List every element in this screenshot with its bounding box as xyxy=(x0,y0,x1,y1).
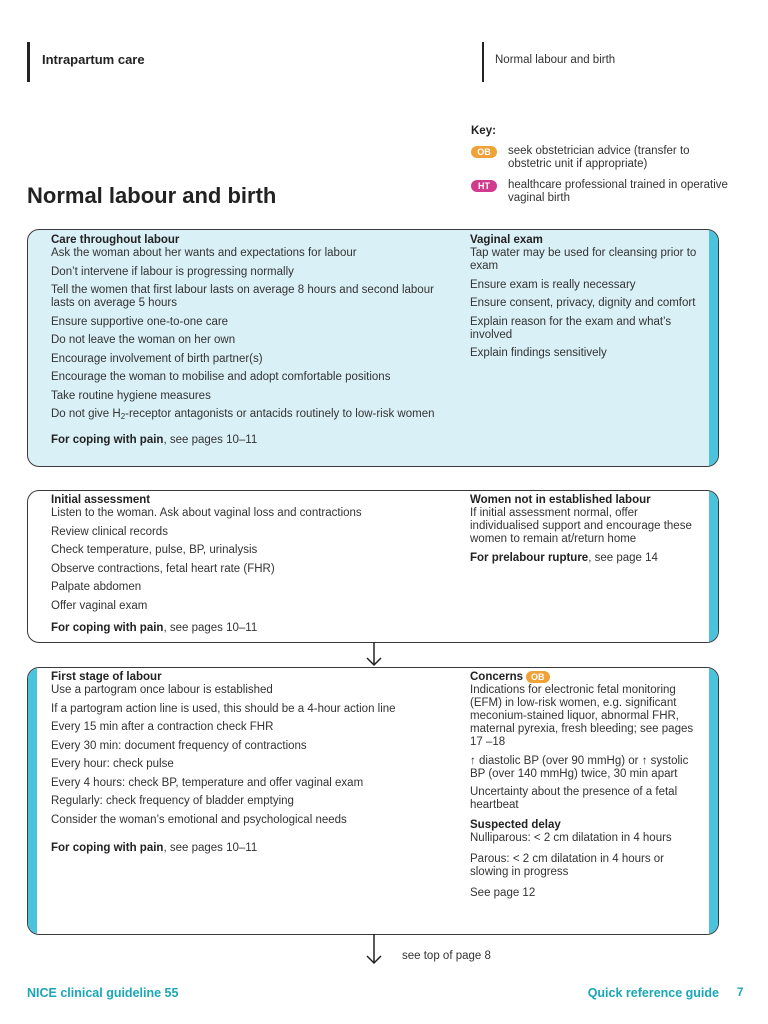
list-item: Explain findings sensitively xyxy=(470,347,607,359)
initial-assessment-box xyxy=(27,490,719,643)
list-item: Encourage involvement of birth partner(s) xyxy=(51,352,263,365)
not-established-text: If initial assessment normal, offer individualised support and encourage these women to remain at/return home xyxy=(470,507,692,545)
page-number: 7 xyxy=(737,987,744,999)
list-item: Ensure exam is really necessary xyxy=(470,278,636,291)
first-stage-labour-box xyxy=(27,667,719,935)
box2-right-heading: Women not in established labour xyxy=(470,494,651,506)
list-item: Every 4 hours: check BP, temperature and offer vaginal exam xyxy=(51,776,364,789)
list-item: Indications for electronic fetal monitoring (EFM) in low-risk women, e.g. significant meconium-stained liquor, abnormal FHR, maternal pyrexia, fresh bleeding; see pages 17 –18 xyxy=(470,684,694,748)
list-item: Every 30 min: document frequency of contractions xyxy=(51,739,307,752)
key-title: Key: xyxy=(471,125,496,137)
pain-reference: For coping with pain, see pages 10–11 xyxy=(51,841,258,854)
list-item: Check temperature, pulse, BP, urinalysis xyxy=(51,544,258,556)
list-item: Ask the woman about her wants and expectations for labour xyxy=(51,247,357,259)
ht-badge-icon: HT xyxy=(471,180,497,192)
list-item: Offer vaginal exam xyxy=(51,599,148,612)
footer-guideline: NICE clinical guideline 55 xyxy=(27,986,179,1000)
box3-left-column xyxy=(51,671,451,860)
list-item: Tap water may be used for cleansing prior to exam xyxy=(470,247,697,272)
list-item: See page 12 xyxy=(470,887,536,899)
arrow-down-icon xyxy=(364,642,384,668)
list-item-h2-antagonists: Do not give $H_2$-receptor antagonists or antacids routinely to low-risk women xyxy=(51,408,435,421)
ob-badge-icon: OB xyxy=(471,146,497,158)
box2-left-column xyxy=(51,494,451,640)
list-item: Explain reason for the exam and what’s involved xyxy=(470,315,672,341)
header-section-left xyxy=(27,42,145,82)
list-item: Review clinical records xyxy=(51,525,168,538)
pain-reference: For coping with pain, see pages 10–11 xyxy=(51,621,258,634)
list-item: ↑ diastolic BP (over 90 mmHg) or ↑ systolic BP (over 140 mmHg) twice, 30 min apart xyxy=(470,754,689,780)
concerns-heading: Concerns OB xyxy=(470,671,700,684)
list-item: Regularly: check frequency of bladder emptying xyxy=(51,795,294,807)
key-item-ob xyxy=(471,145,731,171)
pain-reference: For coping with pain, see pages 10–11 xyxy=(51,434,258,446)
page-title: Normal labour and birth xyxy=(27,183,277,208)
box1-left-column xyxy=(51,234,451,453)
key-item-ht-text: healthcare professional trained in operative vaginal birth xyxy=(508,179,728,204)
box-accent-stripe xyxy=(709,230,718,466)
box1-right-heading: Vaginal exam xyxy=(470,234,543,246)
box2-right-column xyxy=(470,494,698,570)
list-item: Encourage the woman to mobilise and adopt comfortable positions xyxy=(51,371,391,383)
continue-reference: see top of page 8 xyxy=(402,950,491,962)
key-item-ht xyxy=(471,179,731,205)
list-item: Observe contractions, fetal heart rate (FHR) xyxy=(51,562,275,575)
box-accent-stripe xyxy=(709,491,718,642)
box1-left-heading: Care throughout labour xyxy=(51,234,180,246)
footer-guide-type: Quick reference guide xyxy=(587,986,719,1000)
list-item: Ensure supportive one-to-one care xyxy=(51,315,229,328)
list-item: Tell the women that first labour lasts on average 8 hours and second labour lasts on average 5 hours xyxy=(51,284,434,309)
list-item: Consider the woman’s emotional and psychological needs xyxy=(51,813,347,826)
list-item: Ensure consent, privacy, dignity and comfort xyxy=(470,297,696,309)
list-item: Parous: < 2 cm dilatation in 4 hours or slowing in progress xyxy=(470,853,665,878)
list-item: Palpate abdomen xyxy=(51,581,142,593)
list-item: Every 15 min after a contraction check FHR xyxy=(51,721,274,733)
box2-left-heading: Initial assessment xyxy=(51,494,151,506)
list-item: If a partogram action line is used, this should be a 4-hour action line xyxy=(51,702,396,715)
list-item: Take routine hygiene measures xyxy=(51,389,211,402)
ob-badge-icon: OB xyxy=(526,671,550,683)
list-item: Uncertainty about the presence of a fetal heartbeat xyxy=(470,786,678,811)
box1-right-column xyxy=(470,234,698,366)
list-item: Nulliparous: < 2 cm dilatation in 4 hours xyxy=(470,832,672,844)
box3-right-column xyxy=(470,671,700,906)
box-accent-stripe xyxy=(709,668,718,934)
section-title: Intrapartum care xyxy=(42,52,145,67)
header-section-right xyxy=(482,42,615,82)
box3-left-heading: First stage of labour xyxy=(51,671,162,683)
arrow-down-icon xyxy=(364,934,384,966)
list-item: Don’t intervene if labour is progressing normally xyxy=(51,265,294,278)
section-subtitle: Normal labour and birth xyxy=(495,54,616,66)
rupture-reference: For prelabour rupture, see page 14 xyxy=(470,551,658,564)
box-accent-stripe-left xyxy=(28,668,37,934)
care-throughout-labour-box xyxy=(27,229,719,467)
key-item-ob-text: seek obstetrician advice (transfer to obstetric unit if appropriate) xyxy=(508,145,690,170)
list-item: Do not leave the woman on her own xyxy=(51,334,236,346)
list-item: Use a partogram once labour is established xyxy=(51,684,273,696)
list-item: Every hour: check pulse xyxy=(51,758,174,770)
suspected-delay-heading: Suspected delay xyxy=(470,819,561,831)
list-item: Listen to the woman. Ask about vaginal loss and contractions xyxy=(51,507,362,519)
key-legend xyxy=(471,125,731,213)
